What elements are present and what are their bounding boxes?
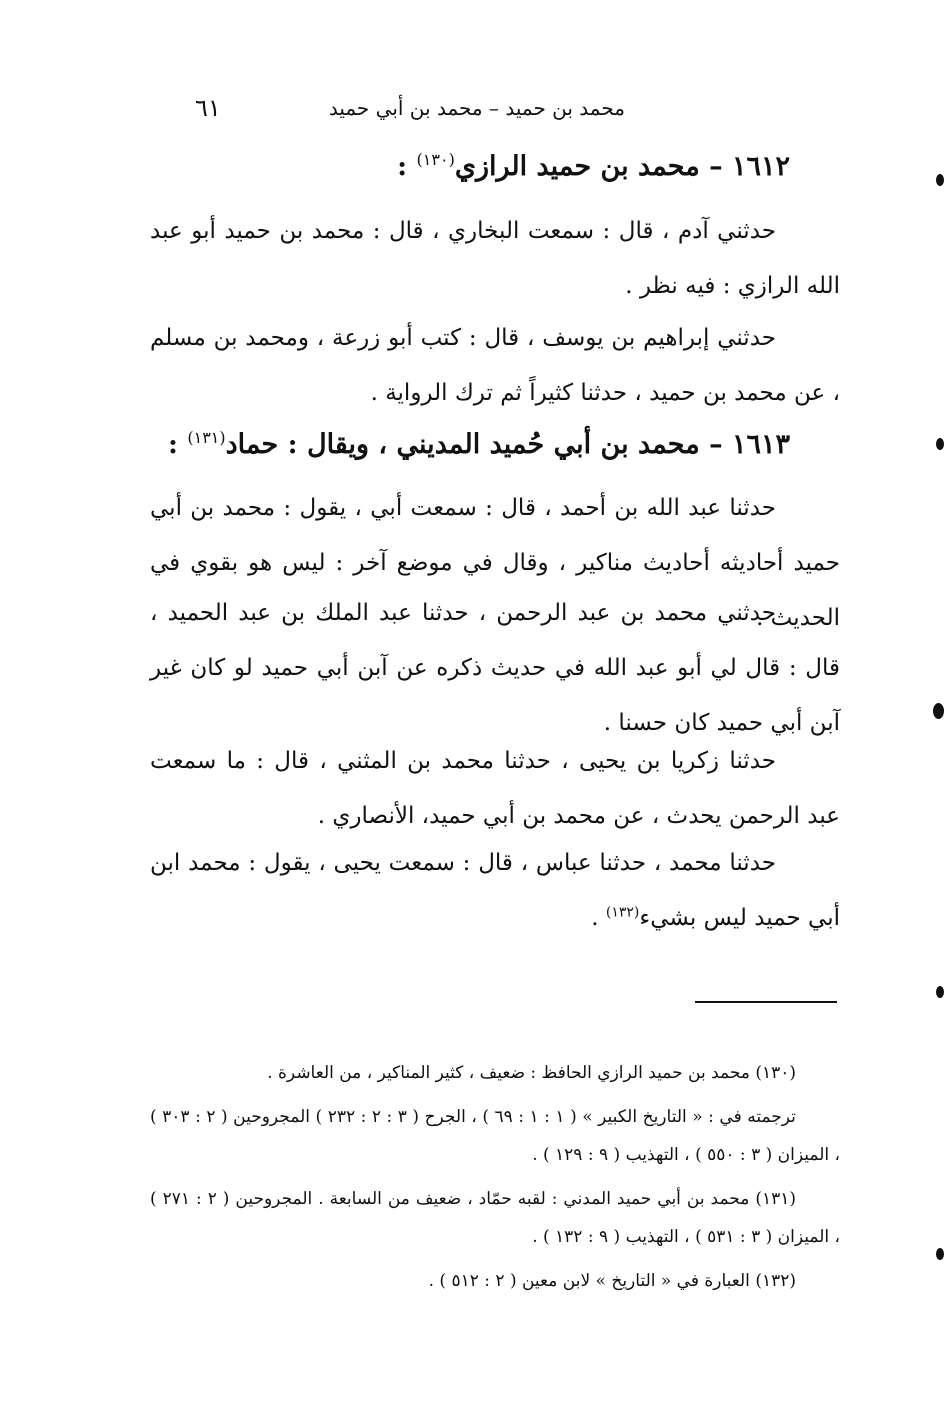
paragraph-text: حدثنا زكريا بن يحيى ، حدثنا محمد بن المثني ، قال : ما سمعت عبد الرحمن يحدث ، عن محمد بن أبي حميد، الأنصاري .: [150, 748, 840, 829]
scan-mark: [936, 438, 944, 450]
footnote: [150, 1054, 840, 1092]
entry-heading-1613: [150, 428, 790, 460]
paragraph: [150, 204, 840, 314]
paragraph-text: حدثنا عبد الله بن أحمد ، قال : سمعت أبي ، يقول : محمد بن أبي حميد أحاديثه أحاديث مناكير ، وقال في موضع آخر : ليس هو بقوي في الحديث .: [150, 495, 840, 631]
footnote-ref: (١٣٠): [416, 150, 455, 169]
footnote-text: (١٣٠) محمد بن حميد الرازي الحافظ : ضعيف ، كثير المناكير ، من العاشرة .: [267, 1063, 796, 1083]
footnote-ref: (١٣١): [187, 428, 226, 447]
paragraph: [150, 734, 840, 844]
footnote: [150, 1262, 840, 1300]
scan-mark: [936, 986, 944, 998]
entry-heading-text: ١٦١٢ – محمد بن حميد الرازي: [454, 151, 790, 182]
paragraph-end: .: [591, 905, 606, 931]
paragraph-text: حدثني محمد بن عبد الرحمن ، حدثنا عبد الملك بن عبد الحميد ، قال : قال لي أبو عبد الله في حديث ذكره عن آبن أبي حميد لو كان غير آبن أبي حميد كان حسنا .: [150, 600, 840, 736]
footnote-text: ترجمته في : « التاريخ الكبير » ( ١ : ١ : ٦٩ ) ، الجرح ( ٣ : ٢ : ٢٣٢ ) المجروحين ( ٢ : ٣٠٣ ) ، الميزان ( ٣ : ٥٥٠ ) ، التهذيب ( ٩ : ١٢٩ ) .: [150, 1107, 840, 1165]
footnote: [150, 1180, 840, 1256]
entry-heading-1612: [150, 150, 790, 182]
running-title: محمد بن حميد – محمد بن أبي حميد: [328, 96, 625, 120]
scan-mark: [936, 174, 944, 186]
paragraph-text: حدثني إبراهيم بن يوسف ، قال : كتب أبو زرعة ، ومحمد بن مسلم ، عن محمد بن حميد ، حدثنا كثيراً ثم ترك الرواية .: [150, 325, 840, 406]
paragraph-text: حدثنا محمد ، حدثنا عباس ، قال : سمعت يحيى ، يقول : محمد ابن أبي حميد ليس بشيء: [150, 850, 840, 931]
scan-mark: [933, 703, 944, 719]
heading-colon: :: [397, 151, 417, 182]
paragraph: [150, 836, 840, 946]
footnote-ref: (١٣٢): [605, 904, 640, 921]
paragraph: [150, 586, 840, 751]
page-number: ٦١: [195, 94, 221, 122]
footnote-separator: [695, 1001, 837, 1003]
heading-colon: :: [167, 429, 188, 460]
footnote-text: (١٣٢) العبارة في « التاريخ » لابن معين ( ٢ : ٥١٢ ) .: [428, 1271, 796, 1291]
paragraph-text: حدثني آدم ، قال : سمعت البخاري ، قال : محمد بن حميد أبو عبد الله الرازي : فيه نظر .: [150, 218, 840, 299]
footnote-text: (١٣١) محمد بن أبي حميد المدني : لقبه حمّاد ، ضعيف من السابعة . المجروحين ( ٢ : ٢٧١ ) ، الميزان ( ٣ : ٥٣١ ) ، التهذيب ( ٩ : ١٣٢ ) .: [150, 1189, 840, 1247]
entry-heading-text: ١٦١٣ – محمد بن أبي حُميد المديني ، ويقال : حماد: [225, 429, 790, 460]
paragraph: [150, 311, 840, 421]
footnote: [150, 1098, 840, 1174]
scan-mark: [936, 1248, 944, 1260]
running-header: [150, 96, 840, 132]
